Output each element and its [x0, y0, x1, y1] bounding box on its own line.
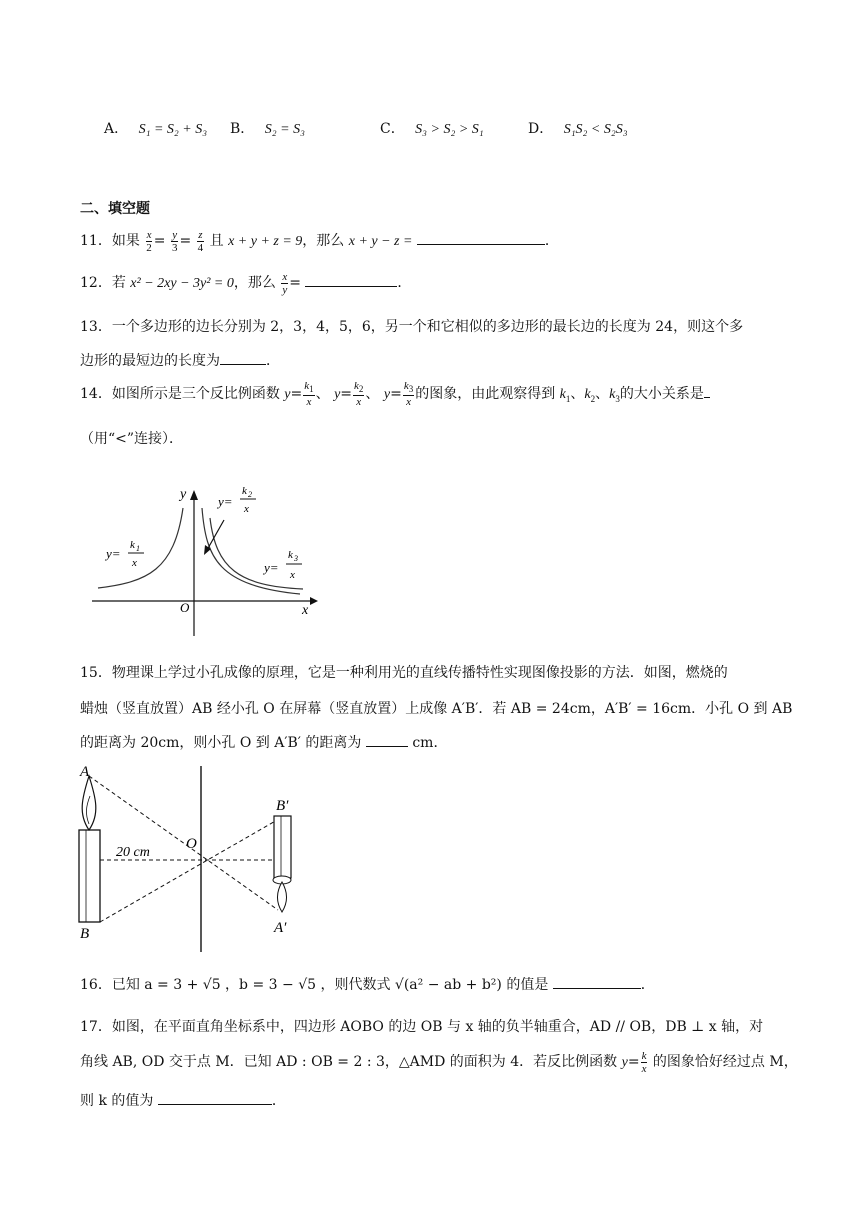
question-14-line-2: （用“<”连接）． [80, 431, 184, 447]
ray-b [100, 816, 284, 922]
frac-k-x: $\frac{k}{x}$ [641, 1049, 647, 1075]
y-axis-label: y [180, 487, 187, 502]
svg-text:y=: y= [106, 546, 121, 561]
frac-k3-x: $\frac{k_3}{x}$ [403, 380, 414, 409]
svg-text:k: k [242, 485, 247, 497]
question-15-line-3: 的距离为 20cm，则小孔 O 到 A′B′ 的距离为 cm． [80, 732, 447, 752]
x-axis-arrow [310, 597, 318, 605]
choice-c: C． S₃ > S₂ > S₁ [380, 121, 484, 137]
svg-text:x: x [290, 569, 295, 581]
svg-text:x: x [244, 503, 249, 515]
question-16: 16．已知 a = 3 + √5 ，b = 3 − √5 ，则代数式 √(a² − ab + b²) 的值是 ． [80, 974, 655, 994]
label-b-prime: B′ [276, 798, 289, 814]
answer-blank-13[interactable] [220, 350, 266, 365]
question-15-line-2: 蜡烛（竖直放置）AB 经小孔 O 在屏幕（竖直放置）上成像 A′B′．若 AB = 24cm，A′B′ = 16cm．小孔 O 到 AB [80, 701, 793, 717]
choice-a: A． S₁ = S₂ + S₃ [104, 121, 208, 137]
question-17-line-3: 则 k 的值为 ． [80, 1090, 286, 1110]
question-17-line-2: 角线 AB, OD 交于点 M．已知 AD : OB = 2 : 3，△AMD 的面积为 4．若反比例函数 y= $\frac{k}{x}$ 的图象恰好经过点 M， [80, 1049, 798, 1075]
label-a: A [80, 764, 90, 780]
figure-14-hyperbolas [88, 478, 328, 638]
frac-z-4: $\frac{z}{4}$ [197, 228, 204, 254]
svg-text:k: k [130, 539, 135, 551]
pointer-line [207, 520, 224, 550]
svg-text:3: 3 [294, 554, 298, 563]
answer-blank-11[interactable] [417, 230, 545, 245]
choice-b-expr: S₂ = S₃ [264, 122, 305, 137]
image-flame [277, 882, 286, 912]
question-17-line-1: 17．如图，在平面直角坐标系中，四边形 AOBO 的边 OB 与 x 轴的负半轴重合，AD // OB，DB ⊥ x 轴，对 [80, 1019, 764, 1035]
question-14: 14．如图所示是三个反比例函数 y= $\frac{k_1}{x}$ 、 y= $\frac{k_2}{x}$ 、 y= $\frac{k_3}{x}$ 的图象，由此观察得到 $k_1$、$k_2$、$k_3$的大小关系是 [80, 380, 710, 412]
y-axis-arrow [190, 490, 198, 500]
question-15-line-1: 15．物理课上学过小孔成像的原理，它是一种利用光的直线传播特性实现图像投影的方法．如图，燃烧的 [80, 665, 728, 681]
choice-a-expr: S₁ = S₂ + S₃ [138, 122, 208, 137]
answer-blank-16[interactable] [553, 974, 641, 989]
label-o: O [186, 836, 197, 852]
candle-flame [82, 776, 96, 830]
svg-text:y=: y= [264, 560, 279, 575]
figure-15-pinhole [70, 762, 310, 954]
answer-blank-12[interactable] [305, 272, 397, 287]
section-title: 二、填空题 [80, 201, 150, 217]
choice-c-expr: S₃ > S₂ > S₁ [415, 122, 484, 137]
answer-blank-17[interactable] [158, 1090, 272, 1105]
curve-k2 [202, 508, 300, 594]
svg-text:x: x [132, 557, 137, 569]
question-13-line-1: 13．一个多边形的边长分别为 2，3，4，5，6，另一个和它相似的多边形的最长边的长度为 24，则这个多 [80, 319, 744, 335]
svg-text:y=: y= [218, 494, 233, 509]
frac-y-3: $\frac{y}{3}$ [171, 228, 178, 254]
candle-body [79, 830, 100, 922]
svg-text:k: k [288, 549, 293, 561]
question-12: 12．若 x² − 2xy − 3y² = 0，那么 $\frac{x}{y}$ = ． [80, 270, 412, 296]
choice-d: D． S₁S₂ < S₂S₃ [528, 121, 628, 137]
label-b: B [80, 926, 90, 942]
answer-blank-15[interactable] [366, 732, 408, 747]
distance-label: 20 cm [116, 845, 150, 860]
x-axis-label: x [302, 603, 309, 618]
answer-blank-14[interactable] [704, 383, 710, 398]
question-13-line-2: 边形的最短边的长度为 ． [80, 350, 280, 370]
question-11: 11．如果 $\frac{x}{2}$ = $\frac{y}{3}$ = $\frac{z}{4}$ 且 x + y + z = 9，那么 x + y − z = ． [80, 228, 559, 254]
frac-k2-x: $\frac{k_2}{x}$ [354, 380, 364, 409]
frac-k1-x: $\frac{k_1}{x}$ [304, 380, 314, 409]
svg-text:2: 2 [248, 490, 252, 499]
choice-b: B． S₂ = S₃ [230, 121, 305, 137]
ray-a [89, 776, 278, 910]
choice-d-expr: S₁S₂ < S₂S₃ [563, 122, 628, 137]
frac-x-y: $\frac{x}{y}$ [282, 270, 288, 296]
origin-label: O [180, 600, 190, 615]
label-a-prime: A′ [274, 920, 287, 936]
pointer-arrowhead [204, 545, 211, 555]
frac-x-2: $\frac{x}{2}$ [146, 228, 152, 254]
svg-text:1: 1 [136, 544, 140, 553]
image-candle-body [274, 816, 291, 878]
